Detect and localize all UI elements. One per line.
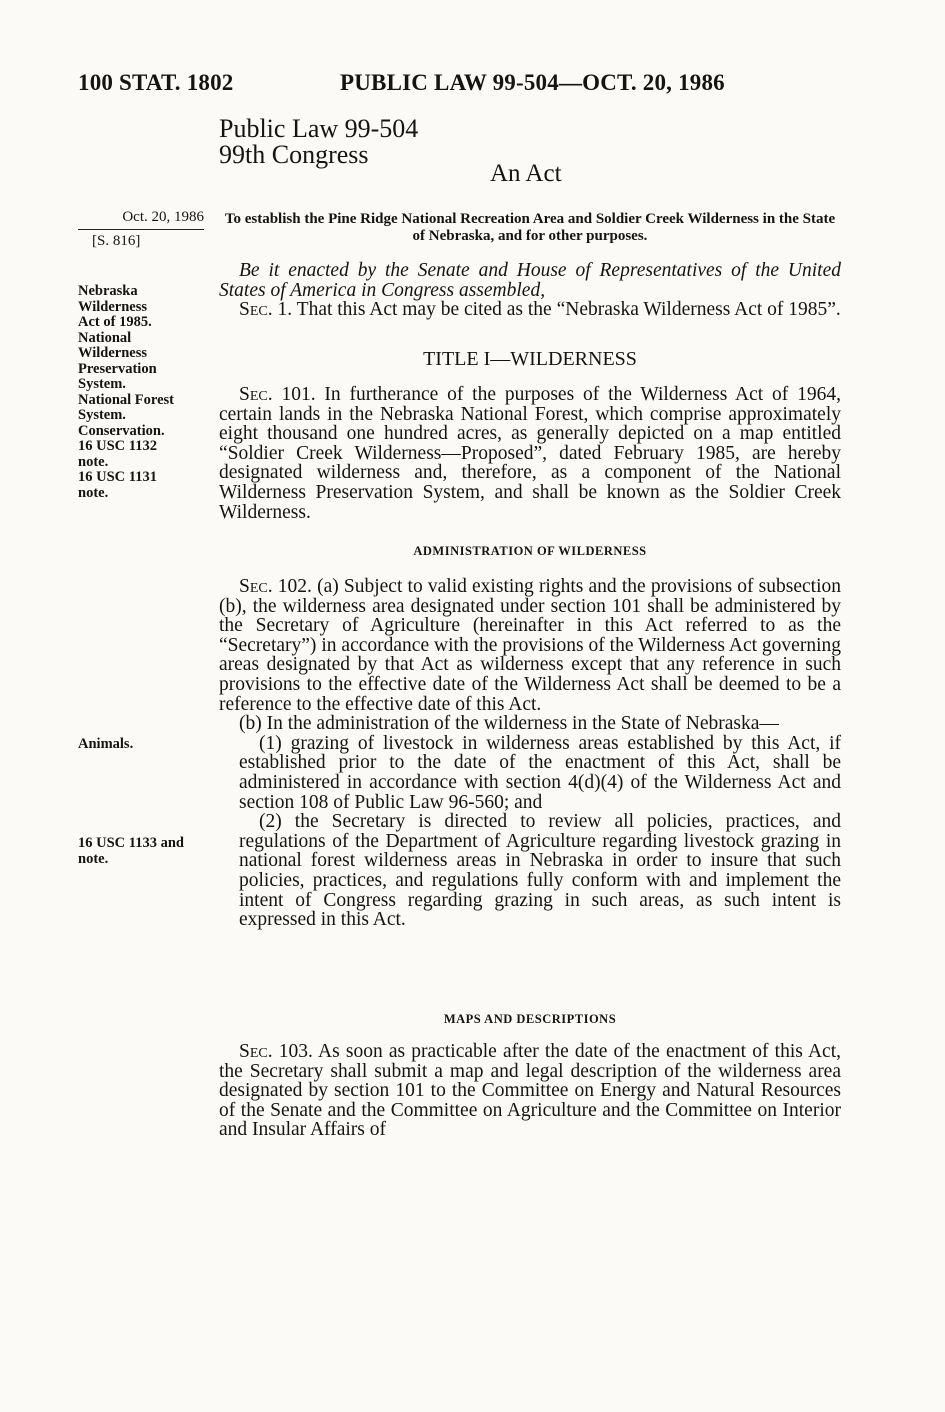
section-102 [219,577,841,930]
section-103 [219,1042,841,1140]
margin-note-line: note. [78,850,109,867]
margin-note-line: 16 USC 1131 [78,469,157,485]
page-reference: 100 STAT. 1802 [78,70,234,95]
margin-note-line: note. [78,453,109,470]
margin-note-line: Wilderness [78,298,148,315]
section-label: Sec. 1. [239,299,293,321]
subsection-b: (b) In the administration of the wilderness in the State of Nebraska— [239,713,779,735]
act-label: An Act [490,160,562,187]
act-purpose: To establish the Pine Ridge National Recreation Area and Soldier Creek Wilderness in the State of Nebraska, and for other purposes. [224,211,836,244]
section-text: In furtherance of the purposes of the Wilderness Act of 1964, certain lands in the Nebraska National Forest, which comprise approximately eight thousand one hundred acres, as generally depicted on a map entitled “Soldier Creek Wilderness—Proposed”, dated February 1985, are hereby designated wilderness and, therefore, as a component of the National Wilderness Preservation System, and shall be known as the Soldier Creek Wilderness. [219,384,841,523]
margin-note-line: Preservation [78,360,157,377]
margin-date: Oct. 20, 1986 [78,209,204,230]
margin-note-line: 16 USC 1133 and [78,835,184,851]
running-title: PUBLIC LAW 99-504—OCT. 20, 1986 [340,70,725,95]
margin-note-line: Wilderness [78,345,148,361]
margin-note-line: System. [78,376,126,392]
enacting-and-sec1 [219,261,841,320]
paragraph-b2: (2) the Secretary is directed to review all policies, practices, and regulations of the Department of Agriculture regarding livestock grazing in national forest wilderness areas in Nebraska in order to insure that such policies, practices, and regulations fully conform with and implement the intent of Congress regarding grazing in such areas, as such intent is expressed in this Act. [239,811,841,931]
section-1 [219,300,841,320]
heading-maps: MAPS AND DESCRIPTIONS [443,1012,617,1026]
public-law-number: Public Law 99-504 [219,114,419,143]
margin-note-line: 16 USC 1132 [78,438,157,454]
paragraph-b1: (1) grazing of livestock in wilderness areas established by this Act, if established prior to the date of the enactment of this Act, shall be administered in accordance with section 4(d)(4) of the Wilderness Act and section 108 of Public Law 96-560; and [239,732,841,813]
subsection-a: (a) Subject to valid existing rights and the provisions of subsection (b), the wilderness area designated under section 101 shall be administered by the Secretary of Agriculture (hereinafter in this Act referred to as the “Secretary”) in accordance with the provisions of the Wilderness Act governing areas designated by that Act as wilderness except that any reference in such provisions to the effective date of the Wilderness Act shall be deemed to be a reference to the effective date of this Act. [219,576,841,715]
congress-number: 99th Congress [219,140,369,169]
section-label: Sec. 102. [239,576,312,597]
margin-note-line: Conservation. [78,422,165,439]
margin-note-line: Nebraska [78,283,138,299]
subsection-b-paragraphs [219,734,841,930]
section-label: Sec. 101. [239,384,316,405]
section-label: Sec. 103. [239,1041,313,1062]
section-text: That this Act may be cited as the “Nebraska Wilderness Act of 1985”. [296,299,841,321]
margin-note-line: System. [78,407,126,423]
section-text: As soon as practicable after the date of the enactment of this Act, the Secretary shall submit a map and legal description of the wilderness area designated by section 101 to the Committee on Energy and Natural Resources of the Senate and the Committee on Agriculture and the Committee on Interior and Insular Affairs of [219,1041,841,1141]
margin-note-usc-1133 [78,836,218,867]
margin-note-line: National Forest [78,391,174,408]
margin-bill-number: [S. 816] [92,233,141,249]
margin-notes-sidebar [78,284,208,501]
heading-administration: ADMINISTRATION OF WILDERNESS [413,544,647,558]
section-101 [219,385,841,522]
title-heading: TITLE I—WILDERNESS [423,348,637,370]
law-title-block [219,116,418,168]
margin-note-line: Act of 1985. [78,314,152,330]
margin-note-line: note. [78,484,109,501]
margin-note-line: National [78,329,132,346]
margin-note-animals: Animals. [78,736,134,752]
enacting-clause [219,261,841,300]
enacting-clause-text: Be it enacted by the Senate and House of Representatives of the United States of America in Congress assembled, [219,260,841,301]
